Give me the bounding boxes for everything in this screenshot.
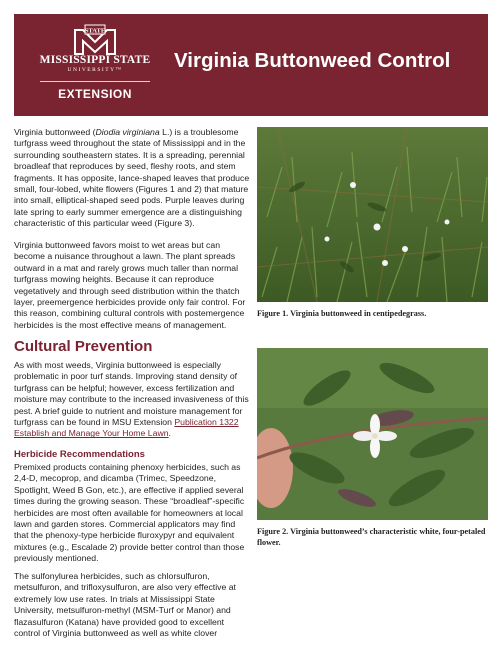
cultural-prevention-heading: Cultural Prevention: [14, 338, 153, 355]
page-title: Virginia Buttonweed Control: [174, 49, 451, 72]
logo-extension: EXTENSION: [58, 87, 132, 101]
intro-paragraph-2: Virginia buttonweed favors moist to wet areas but can become a nuisance throughout a lawn. The plant spreads outward in a mat and rarely grows much taller than normal turfgrass mowing heights. Because it can reproduce vegetatively and through seed distribution within the thatch layer, preemergence herbicides provide only fair control. For this reason, combining cultural controls with postemergence herbicides is the most effective means of management.: [14, 240, 246, 330]
figure-2-photo: [257, 348, 488, 520]
figure-1-caption: Figure 1. Virginia buttonweed in centipedegrass.: [257, 309, 427, 318]
intro-paragraph-1: Virginia buttonweed (Diodia virginiana L.) is a troublesome turfgrass weed throughout the state of Mississippi and in the surrounding southeastern states. It is a spreading, perennial broadleaf that reproduces by seed, fleshy roots, and stem fragments. It has opposite, lance-shaped leaves that produce small, four-lobed, white flowers (Figures 1 and 2) that mature into small, elliptical-shaped seed pods. Purple leaves during late spring to early summer emergence are a distinguishing characteristic of this particular weed (Figure 3).: [14, 127, 250, 229]
herbicide-paragraph-1: Premixed products containing phenoxy herbicides, such as 2,4-D, mecoprop, and dicamba (Trimec, Speedzone, Spotlight, Weed B Gon, etc.), are effective if applied several times during the growing season. These “broadleaf”-specific herbicides are most often available for homeowners at local lawn and garden stores. Commercial applicators may find that the phenoxy-type herbicide fluroxypyr and equivalent mixtures (e.g., Escalade 2) provide better control than those previously mentioned.: [14, 462, 245, 564]
figure-1-photo: [257, 127, 488, 302]
buttonweed-flower-image: [257, 348, 488, 520]
logo-name: MISSISSIPPI STATE: [39, 54, 151, 66]
msu-extension-logo[interactable]: [36, 24, 154, 110]
msu-m-mark-icon: [73, 24, 117, 58]
cultural-paragraph: As with most weeds, Virginia buttonweed is especially problematic in poor turf stands. Improving stand density of turfgrass can be helpful; however, excess fertilization and moisture may contribute to the increased invasiveness of this pest. A brief guide to nutrient and moisture management for turfgrass can be found in MSU Extension Publication 1322 Establish and Manage Your Home Lawn.: [14, 360, 249, 439]
logo-mark-label: STATE: [84, 27, 106, 35]
logo-university: UNIVERSITY™: [67, 67, 123, 73]
scientific-name: Diodia virginiana: [95, 127, 160, 137]
herbicide-paragraph-2: The sulfonylurea herbicides, such as chlorsulfuron, metsulfuron, and trifloxysulfuron, are also very effective at extremely low use rates. In trials at Mississippi State University, metsulfuron-methyl (MSM-Turf or Manor) and flazasulfuron (Katana) have provided good to excellent control of Virginia buttonweed as well as white clover: [14, 571, 236, 639]
logo-divider: [40, 81, 150, 82]
publication-link[interactable]: Publication 1322 Establish and Manage Your Home Lawn: [14, 417, 239, 439]
herbicide-heading: Herbicide Recommendations: [14, 449, 145, 460]
header-banner: [14, 14, 488, 116]
figure-2-caption: Figure 2. Virginia buttonweed’s characteristic white, four-petaled flower.: [257, 527, 486, 547]
buttonweed-lawn-image: [257, 127, 488, 302]
